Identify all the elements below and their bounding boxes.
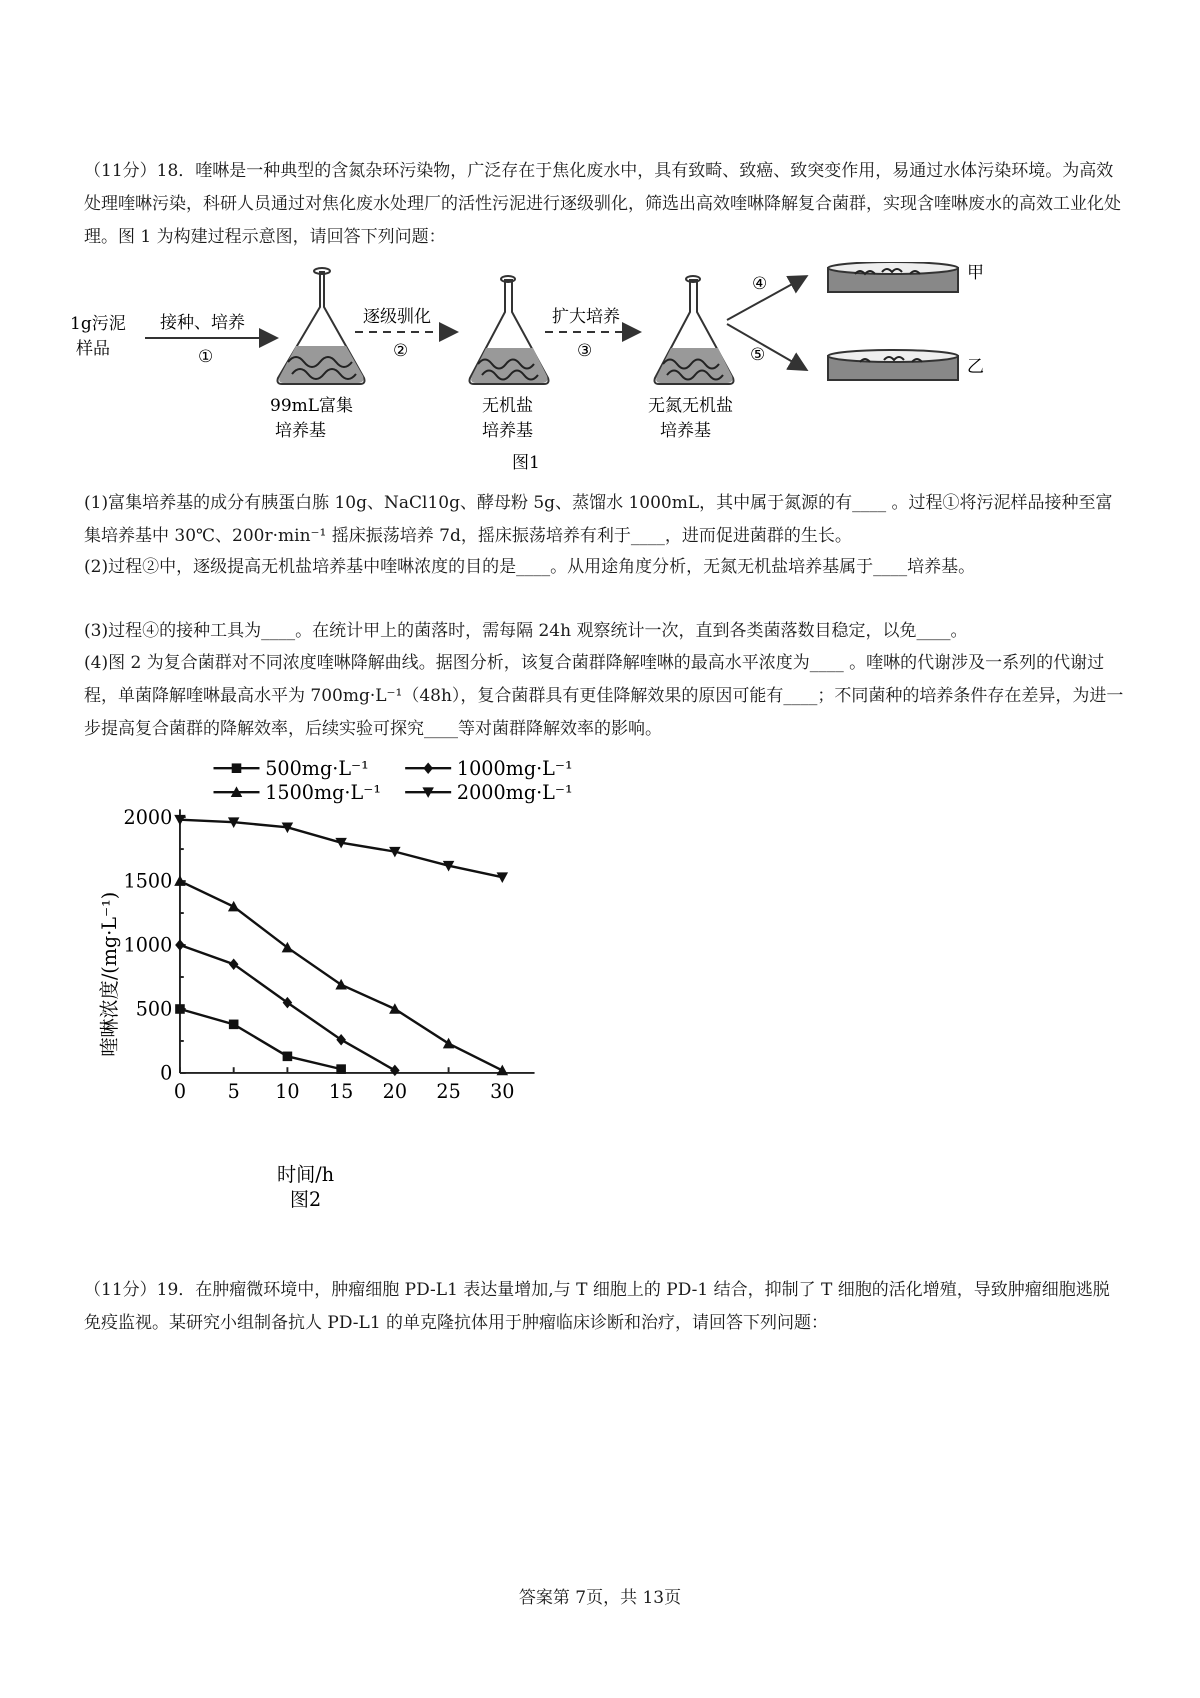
data-point [283,997,293,1009]
data-point [336,1034,346,1046]
step2-number: ② [393,341,409,361]
question-19-intro: （11分）19．在肿瘤微环境中，肿瘤细胞 PD-L1 表达量增加,与 T 细胞上的 PD-1 结合，抑制了 T 细胞的活化增殖，导致肿瘤细胞逃脱免疫监视。某研究小组制备抗人 PD-L1 的单克隆抗体用于肿瘤临床诊断和治疗，请回答下列问题： [84,1280,1110,1333]
y-tick-label: 0 [160,1061,173,1085]
legend-label: 1500mg·L⁻¹ [265,780,382,804]
flask-enrichment [278,268,365,384]
figure1-caption: 图1 [512,453,540,473]
data-point [175,1004,185,1014]
step2-label: 逐级驯化 [363,307,431,327]
chart-plot-area [174,815,508,1076]
petri-dish-yi [828,350,958,380]
flask3-label-2: 培养基 [660,421,711,441]
data-point [497,872,509,883]
data-point [389,1003,401,1014]
x-tick-label: 20 [382,1079,408,1103]
data-point [229,1020,239,1030]
legend-marker [423,762,433,774]
data-point [229,958,239,970]
sample-label-1: 1g污泥 [70,314,126,334]
step5-number: ⑤ [750,345,766,365]
petri-dish-jia [828,262,958,292]
flask2-label-1: 无机盐 [482,396,533,416]
flask-nitrogen-free [655,276,734,384]
legend-marker [232,763,242,773]
data-point [283,1052,293,1062]
x-tick-label: 10 [275,1079,300,1103]
figure-1-process-diagram [70,262,1080,484]
series-line-3 [180,820,502,878]
x-tick-label: 0 [173,1079,187,1103]
question-18-intro: （11分）18．喹啉是一种典型的含氮杂环污染物，广泛存在于焦化废水中，具有致畸、致癌、致突变作用，易通过水体污染环境。为高效处理喹啉污染，科研人员通过对焦化废水处理厂的活性污泥进行逐级驯化，筛选出高效喹啉降解复合菌群，实现含喹啉废水的高效工业化处理。图 1 为构建过程示意图，请回答下列问题： [84,161,1121,247]
question-18-part-3: (3)过程④的接种工具为____。在统计甲上的菌落时，需每隔 24h 观察统计一次，直到各类菌落数目稳定，以免____。 [84,621,968,641]
data-point [443,1038,455,1049]
data-point [336,1064,346,1074]
flask-inorganic-salt [470,276,549,384]
x-tick-label: 25 [436,1079,461,1103]
legend-label: 500mg·L⁻¹ [265,756,369,780]
y-tick-label: 2000 [123,805,173,829]
data-point [175,939,185,951]
flask1-label-2: 培养基 [275,421,326,441]
data-point [497,1065,509,1076]
x-tick-label: 15 [328,1079,354,1103]
figure-2-degradation-chart [80,750,600,1210]
chart-y-axis-label: 喹啉浓度/(mg·L⁻¹) [97,891,121,1057]
question-18-part-2: (2)过程②中，逐级提高无机盐培养基中喹啉浓度的目的是____。从用途角度分析，无氮无机盐培养基属于____培养基。 [84,557,976,577]
chart-caption: 图2 [289,1188,322,1210]
step1-number: ① [198,347,214,367]
step3-number: ③ [577,341,593,361]
sample-label-2: 样品 [76,339,110,359]
page-footer: 答案第 7页，共 13页 [518,1588,682,1608]
x-tick-label: 30 [490,1079,515,1103]
chart-x-axis-label: 时间/h [276,1163,335,1187]
step3-label: 扩大培养 [552,307,620,327]
data-point [228,901,240,912]
dish-jia-label: 甲 [967,263,984,283]
data-point [390,1065,400,1077]
chart-axes [124,806,535,1103]
flask1-label-1: 99mL富集 [270,396,354,416]
series-line-0 [180,1009,341,1069]
y-tick-label: 500 [135,997,173,1021]
flask2-label-2: 培养基 [482,421,533,441]
flask3-label-1: 无氮无机盐 [648,396,733,416]
y-tick-label: 1500 [123,869,173,893]
chart-legend [214,757,573,804]
y-tick-label: 1000 [123,933,173,957]
dish-yi-label: 乙 [967,357,984,377]
step4-number: ④ [752,274,768,294]
question-18-part-4: (4)图 2 为复合菌群对不同浓度喹啉降解曲线。据图分析，该复合菌群降解喹啉的最高水平浓度为____ 。喹啉的代谢涉及一系列的代谢过程，单菌降解喹啉最高水平为 700mg·L⁻¹（48h），复合菌群具有更佳降解效果的原因可能有____；不同菌种的培养条件存在差异，为进一步提高复合菌群的降解效率，后续实验可探究____等对菌群降解效率的影响。 [84,653,1124,739]
legend-label: 2000mg·L⁻¹ [456,780,573,804]
question-18-part-1: (1)富集培养基的成分有胰蛋白胨 10g、NaCl10g、酵母粉 5g、蒸馏水 1000mL，其中属于氮源的有____ 。过程①将污泥样品接种至富集培养基中 30℃、200r·min⁻¹ 摇床振荡培养 7d，摇床振荡培养有利于____，进而促进菌群的生长。 [84,493,1113,546]
arrow-step5 [727,324,805,369]
step1-label: 接种、培养 [160,313,245,333]
legend-label: 1000mg·L⁻¹ [456,756,573,780]
x-tick-label: 5 [227,1079,240,1103]
